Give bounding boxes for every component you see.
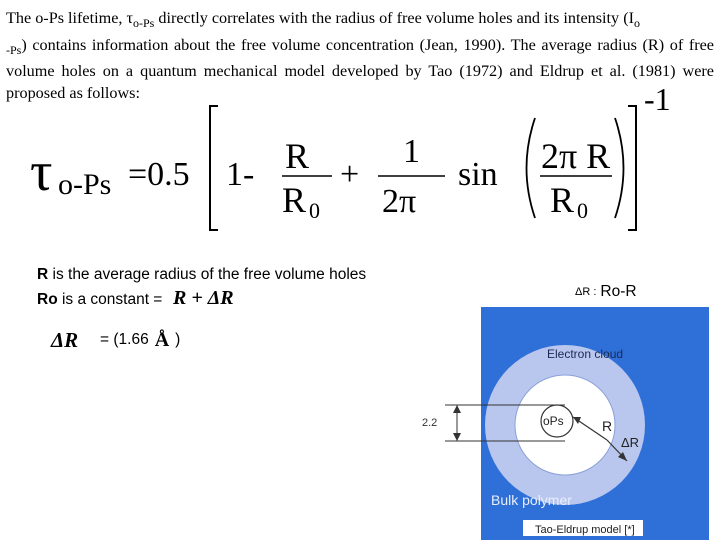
ro-formula-text: R + ΔR	[172, 287, 234, 308]
left-bracket	[210, 106, 218, 230]
para-text-1: The o-Ps lifetime, τ	[6, 9, 133, 27]
diagram-svg	[415, 305, 711, 540]
right-paren	[615, 118, 624, 218]
left-paren	[527, 118, 536, 218]
dimension-label: 2.2	[422, 417, 438, 429]
delta-r-equation: = (1.66	[100, 331, 149, 348]
r-definition-text: is the average radius of the free volume holes	[48, 266, 367, 283]
formula-two-pi: 2π	[382, 183, 417, 220]
delta-r-text: Ro-R	[600, 283, 637, 300]
delta-r-value	[50, 328, 180, 352]
formula-coefficient: =0.5	[128, 156, 190, 193]
delta-r-definition	[575, 283, 637, 301]
ops-label: oPs	[543, 414, 564, 428]
formula-exponent: -1	[644, 82, 671, 117]
para-text-3: ) contains information about the free volume concentration (Jean, 1990). The average radius (R) of free volume holes on a quantum mechanical model developed by Tao (1972) and Eldrup et al. (1981) were proposed as follows:	[6, 35, 714, 102]
formula-tau-sub: o-Ps	[58, 168, 112, 201]
svg-text:ΔR: ΔR	[51, 328, 79, 352]
formula-svg	[30, 82, 680, 242]
dimension-arrow-bottom	[453, 433, 461, 441]
formula-r0-denominator: R	[282, 180, 307, 220]
ro-definition-text: is a constant =	[57, 291, 167, 308]
tao-eldrup-formula	[30, 82, 680, 242]
tao-eldrup-diagram	[415, 305, 711, 540]
r-symbol: R	[37, 266, 49, 283]
dimension-arrow-top	[453, 405, 461, 413]
ro-definition	[37, 286, 366, 315]
formula-r0-subscript-2: 0	[577, 198, 588, 223]
para-text-2: directly correlates with the radius of free volume holes and its intensity (I	[154, 9, 634, 27]
ro-formula	[171, 286, 257, 315]
angstrom-unit: Å	[154, 328, 170, 351]
intensity-subscript-a: o	[633, 16, 640, 30]
electron-cloud-label: Electron cloud	[547, 347, 624, 361]
diagram-caption: Tao-Eldrup model [*]	[535, 524, 635, 536]
delta-r-symbol	[50, 328, 94, 352]
right-bracket	[628, 106, 636, 230]
bulk-polymer-label: Bulk polymer	[491, 492, 572, 508]
intensity-subscript-b: -Ps	[6, 42, 22, 57]
formula-sin: sin	[458, 156, 498, 193]
definitions	[37, 264, 366, 315]
formula-r-numerator: R	[285, 136, 310, 176]
formula-one-minus: 1-	[226, 156, 255, 193]
tau-subscript: o-Ps	[133, 16, 155, 30]
formula-r0-denominator-2: R	[550, 180, 575, 220]
formula-plus: +	[340, 156, 360, 193]
delta-r-diagram-label: ΔR	[621, 435, 640, 450]
delta-r-close: )	[175, 331, 181, 348]
formula-tau: τ	[30, 141, 53, 203]
formula-r0-subscript: 0	[309, 198, 320, 223]
ro-symbol: Ro	[37, 291, 58, 308]
formula-two-pi-r: 2π R	[541, 136, 611, 176]
delta-r-small-label: ΔR :	[575, 286, 597, 298]
r-definition	[37, 264, 366, 286]
radius-label: R	[602, 418, 613, 434]
formula-one: 1	[403, 133, 420, 170]
